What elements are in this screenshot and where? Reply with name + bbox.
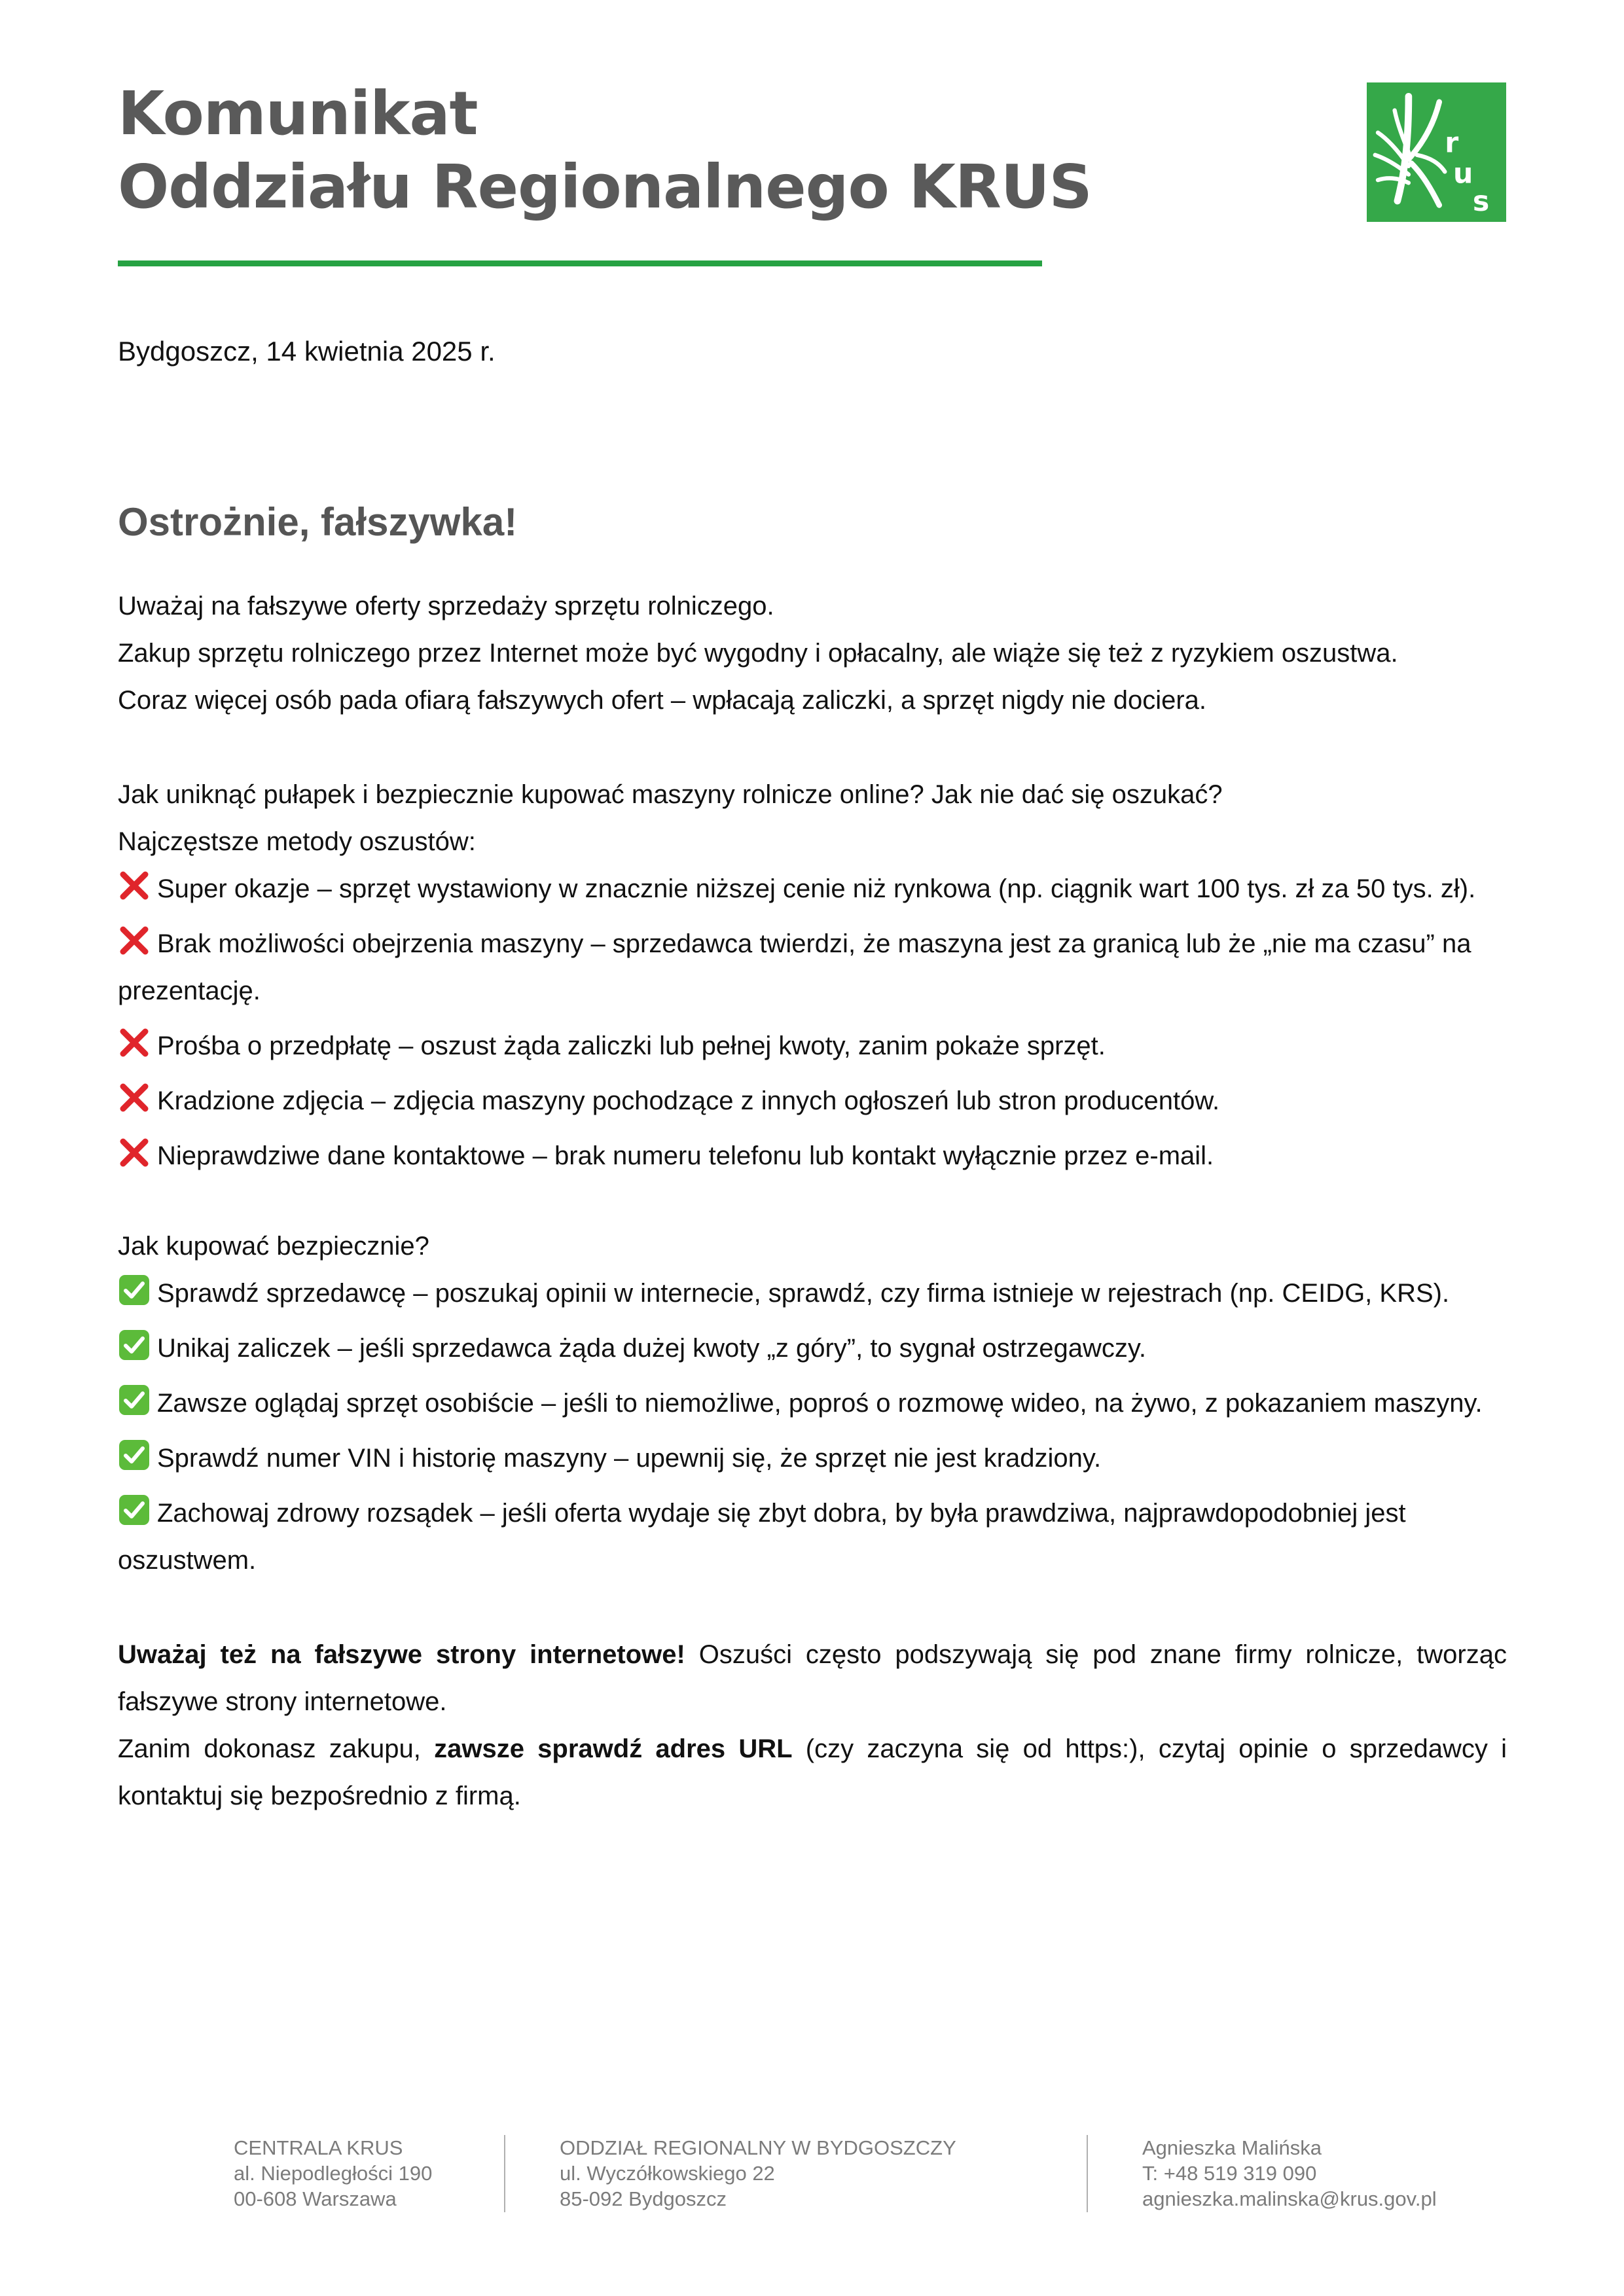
safe-buying-list [118,1270,1507,1584]
list-item [118,1270,1507,1317]
footer-line: 85-092 Bydgoszcz [560,2187,727,2210]
footer-line: 00-608 Warszawa [234,2187,397,2210]
closing-bold-warning: Uważaj też na fałszywe strony internetowe! [118,1640,685,1669]
closing-paragraph-1 [118,1631,1507,1725]
closing-paragraph-2 [118,1725,1507,1820]
document-body [118,583,1507,1820]
title-line-2: Oddziału Regionalnego KRUS [118,152,1092,222]
list-item-text: Sprawdź numer VIN i historię maszyny – upewnij się, że sprzęt nie jest kradziony. [157,1444,1102,1473]
cross-mark-icon [118,1026,151,1059]
list-item [118,1132,1507,1179]
list-item [118,1077,1507,1124]
scam-methods-heading: Najczęstsze metody oszustów: [118,827,476,856]
list-item [118,1435,1507,1482]
document-title [118,77,1092,224]
footer-contact [1142,2135,1437,2212]
list-item [118,1022,1507,1069]
closing-bold-url: zawsze sprawdź adres URL [434,1734,793,1763]
list-item [118,865,1507,912]
scam-methods-list [118,865,1507,1179]
check-mark-icon [118,1384,151,1416]
list-item-text: Sprawdź sprzedawcę – poszukaj opinii w internecie, sprawdź, czy firma istnieje w rejestrach (np. CEIDG, KRS). [157,1279,1450,1308]
footer-line: CENTRALA KRUS [234,2136,403,2159]
footer-email[interactable]: agnieszka.malinska@krus.gov.pl [1142,2187,1437,2210]
check-mark-icon [118,1439,151,1471]
footer-central-office [234,2135,432,2212]
cross-mark-icon [118,869,151,902]
check-mark-icon [118,1274,151,1306]
cross-mark-icon [118,1136,151,1169]
intro-line: Coraz więcej osób pada ofiarą fałszywych ofert – wpłacają zaliczki, a sprzęt nigdy nie dociera. [118,686,1207,715]
list-item-text: Nieprawdziwe dane kontaktowe – brak numeru telefonu lub kontakt wyłącznie przez e-mail. [157,1141,1214,1170]
list-item [118,1380,1507,1427]
list-item-text: Prośba o przedpłatę – oszust żąda zaliczki lub pełnej kwoty, zanim pokaże sprzęt. [157,1031,1106,1060]
check-mark-icon [118,1494,151,1526]
intro-line: Zakup sprzętu rolniczego przez Internet może być wygodny i opłacalny, ale wiąże się też z ryzykiem oszustwa. [118,639,1398,668]
list-item [118,1325,1507,1372]
closing-text: Zanim dokonasz zakupu, [118,1734,435,1763]
list-item-text: Super okazje – sprzęt wystawiony w znacznie niższej cenie niż rynkowa (np. ciągnik wart 100 tys. zł za 50 tys. zł). [157,874,1476,903]
document-date: Bydgoszcz, 14 kwietnia 2025 r. [118,336,496,367]
title-underline [118,260,1042,266]
cross-mark-icon [118,1081,151,1114]
list-item-text: Unikaj zaliczek – jeśli sprzedawca żąda dużej kwoty „z góry”, to sygnał ostrzegawczy. [157,1334,1146,1363]
krus-logo-icon [1367,82,1506,222]
cross-mark-icon [118,924,151,957]
footer-line: T: +48 519 319 090 [1142,2162,1317,2185]
closing-text: (czy zaczyna się od https:), czytaj opinie o sprzedawcy i kontaktuj się bezpośrednio z firmą. [118,1734,1507,1810]
safe-buying-heading: Jak kupować bezpiecznie? [118,1232,429,1261]
intro-line: Uważaj na fałszywe oferty sprzedaży sprzętu rolniczego. [118,592,774,620]
list-item-text: Zawsze oglądaj sprzęt osobiście – jeśli to niemożliwe, poproś o rozmowę wideo, na żywo, z pokazaniem maszyny. [157,1389,1483,1418]
footer-line: al. Niepodległości 190 [234,2162,433,2185]
footer-line: ul. Wyczółkowskiego 22 [560,2162,775,2185]
footer-divider [1087,2135,1088,2212]
list-item [118,920,1507,1014]
svg-text:r: r [1445,126,1459,160]
footer-line: ODDZIAŁ REGIONALNY W BYDGOSZCZY [560,2136,956,2159]
list-item-text: Kradzione zdjęcia – zdjęcia maszyny pochodzące z innych ogłoszeń lub stron producentów. [157,1086,1220,1115]
list-item-text: Brak możliwości obejrzenia maszyny – sprzedawca twierdzi, że maszyna jest za granicą lub że „nie ma czasu” na prezentację. [118,929,1471,1005]
krus-logo [1367,82,1506,222]
footer-regional-office [560,2135,956,2212]
check-mark-icon [118,1329,151,1361]
svg-text:u: u [1453,157,1473,190]
footer-divider [504,2135,505,2212]
list-item [118,1490,1507,1584]
headline: Ostrożnie, fałszywka! [118,500,518,544]
closing-text: Oszuści często podszywają się pod znane firmy rolnicze, tworząc fałszywe strony internetowe. [118,1640,1507,1716]
title-line-1: Komunikat [118,79,478,149]
footer-line: Agnieszka Malińska [1142,2136,1322,2159]
question-line: Jak uniknąć pułapek i bezpiecznie kupować maszyny rolnicze online? Jak nie dać się oszukać? [118,780,1223,809]
list-item-text: Zachowaj zdrowy rozsądek – jeśli oferta wydaje się zbyt dobra, by była prawdziwa, najprawdopodobniej jest oszustwem. [118,1499,1406,1575]
svg-text:s: s [1472,185,1490,218]
